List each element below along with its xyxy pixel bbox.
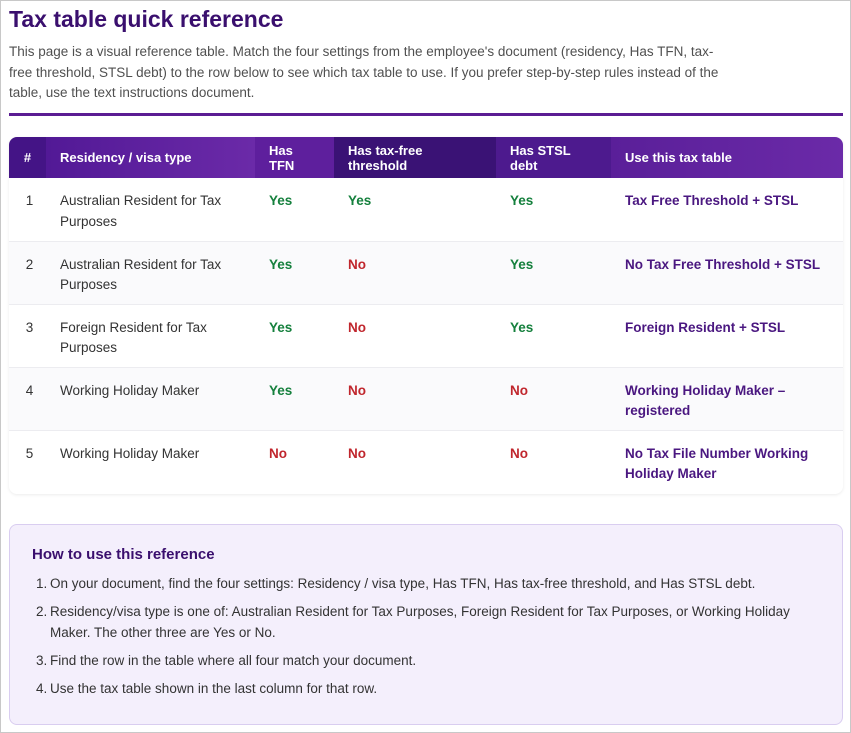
- tax-reference-table: [9, 137, 843, 494]
- step-number: 4.: [36, 680, 48, 696]
- tfn-cell: Yes: [255, 304, 334, 367]
- header-number: #: [9, 137, 46, 178]
- table-row: [9, 367, 843, 430]
- table-row: [9, 430, 843, 494]
- stsl-cell: No: [510, 445, 528, 461]
- tax-table-cell: Tax Free Threshold + STSL: [611, 178, 843, 241]
- header-tax-table: Use this tax table: [611, 137, 843, 178]
- tfn-cell: Yes: [255, 367, 334, 430]
- how-to-use-panel: [9, 524, 843, 725]
- stsl-cell: No: [496, 367, 611, 430]
- threshold-cell: No: [334, 241, 496, 304]
- table-row: [9, 178, 843, 241]
- header-has-tfn: Has TFN: [255, 137, 334, 178]
- threshold-cell: No: [348, 445, 366, 461]
- tax-table-cell: Foreign Resident + STSL: [611, 304, 843, 367]
- list-item: [32, 679, 822, 700]
- table-header-row: [9, 137, 843, 178]
- residency-cell: Foreign Resident for Tax Purposes: [46, 304, 255, 367]
- row-number: 2: [9, 241, 46, 304]
- tfn-cell: Yes: [255, 178, 334, 241]
- table-row: [9, 304, 843, 367]
- row-number: 1: [9, 178, 46, 241]
- header-tax-free-threshold: Has tax-free threshold: [334, 137, 496, 178]
- threshold-cell: Yes: [334, 178, 496, 241]
- list-item: [32, 651, 822, 672]
- step-text: Use the tax table shown in the last column for that row.: [50, 680, 378, 696]
- intro-text: This page is a visual reference table. Match the four settings from the employee's document (residency, Has TFN, tax-free threshold, STSL debt) to the row below to see which tax table to use. If you prefer step-by-step rules instead of the table, use the text instructions document.: [9, 44, 719, 100]
- threshold-cell: No: [334, 367, 496, 430]
- table-row: [9, 241, 843, 304]
- page-content: [9, 6, 843, 696]
- title-divider: [9, 113, 843, 116]
- stsl-cell: Yes: [496, 241, 611, 304]
- step-text: On your document, find the four settings: Residency / visa type, Has TFN, Has tax-free threshold, and Has STSL debt.: [50, 576, 756, 591]
- list-item: [32, 602, 822, 643]
- step-text: Residency/visa type is one of: Australian Resident for Tax Purposes, Foreign Resident for Tax Purposes, or Working Holiday Maker. The other three are Yes or No.: [50, 604, 790, 640]
- row-number: 3: [9, 304, 46, 367]
- tax-table-cell: No Tax Free Threshold + STSL: [611, 241, 843, 304]
- residency-cell: Australian Resident for Tax Purposes: [46, 178, 255, 241]
- step-number: 1.: [36, 576, 48, 591]
- residency-cell: Working Holiday Maker: [46, 367, 255, 430]
- how-to-steps: [32, 574, 820, 699]
- tfn-cell: Yes: [255, 241, 334, 304]
- page-title: Tax table quick reference: [9, 6, 284, 32]
- stsl-cell: Yes: [496, 304, 611, 367]
- tax-table-cell: Working Holiday Maker – registered: [611, 367, 843, 430]
- stsl-cell: Yes: [496, 178, 611, 241]
- row-number: 4: [9, 367, 46, 430]
- tax-table-cell: No Tax File Number Working Holiday Maker: [625, 445, 809, 481]
- step-number: 2.: [36, 604, 48, 619]
- header-residency: Residency / visa type: [46, 137, 255, 178]
- residency-cell: Working Holiday Maker: [60, 445, 200, 461]
- threshold-cell: No: [334, 304, 496, 367]
- residency-cell: Australian Resident for Tax Purposes: [46, 241, 255, 304]
- how-to-title: How to use this reference: [32, 546, 215, 563]
- header-stsl-debt: Has STSL debt: [496, 137, 611, 178]
- tfn-cell: No: [269, 445, 287, 461]
- list-item: [32, 574, 822, 595]
- row-number: 5: [25, 445, 34, 461]
- step-text: Find the row in the table where all four match your document.: [50, 652, 417, 668]
- step-number: 3.: [36, 652, 48, 668]
